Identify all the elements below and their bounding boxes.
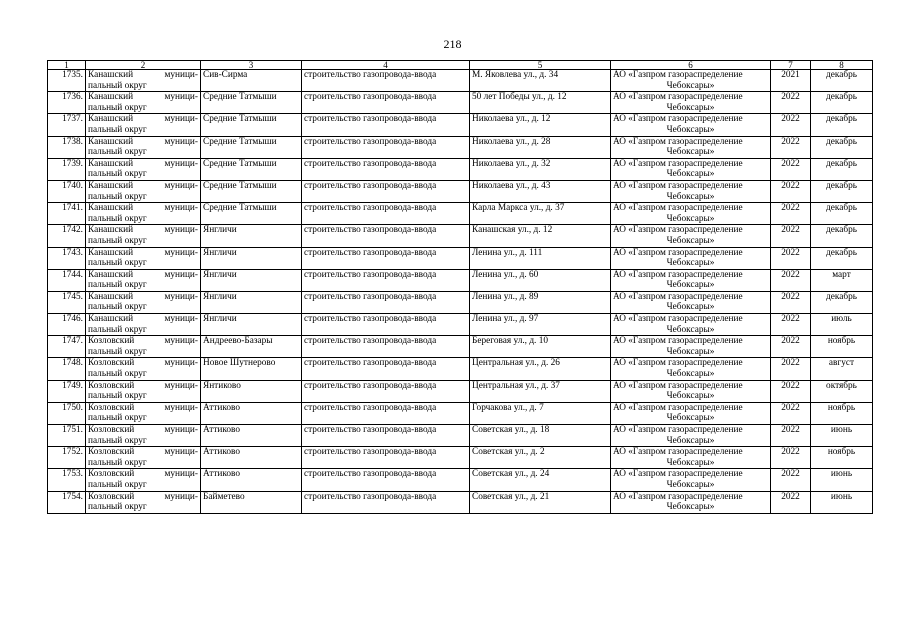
settlement-cell: Новое Шутнерово [201, 358, 302, 380]
address-cell: Николаева ул., д. 43 [470, 180, 611, 202]
settlement-cell: Аттиково [201, 402, 302, 424]
organization-cell [611, 425, 771, 447]
month-cell: ноябрь [811, 336, 873, 358]
district-cell [86, 314, 201, 336]
row-number: 1748. [48, 358, 86, 380]
district-cell [86, 291, 201, 313]
organization-cell [611, 314, 771, 336]
year-cell: 2022 [771, 225, 811, 247]
table-row [48, 203, 873, 225]
district-name: Козловский [88, 380, 135, 391]
work-type-cell: строительство газопровода-ввода [302, 136, 470, 158]
district-word-part: муници- [164, 114, 198, 125]
table-row [48, 114, 873, 136]
organization-city: Чебоксары» [666, 280, 715, 291]
district-name: Козловский [88, 469, 135, 480]
district-word-part: муници- [164, 269, 198, 280]
organization-cell [611, 158, 771, 180]
district-name: Козловский [88, 447, 135, 458]
district-name: Козловский [88, 425, 135, 435]
district-name: Козловский [88, 402, 135, 413]
settlement-cell: Янгличи [201, 225, 302, 247]
row-number: 1743. [48, 247, 86, 269]
month-cell: декабрь [811, 114, 873, 136]
work-type-cell: строительство газопровода-ввода [302, 247, 470, 269]
organization-city: Чебоксары» [666, 258, 715, 269]
column-number: 3 [201, 61, 302, 70]
table-row [48, 358, 873, 380]
organization-name: АО «Газпром газораспределение [613, 269, 743, 280]
year-cell: 2022 [771, 336, 811, 358]
address-cell: Николаева ул., д. 32 [470, 158, 611, 180]
organization-city: Чебоксары» [666, 346, 715, 357]
district-name: Канашский [88, 314, 134, 325]
row-number: 1742. [48, 225, 86, 247]
work-type-cell: строительство газопровода-ввода [302, 92, 470, 114]
year-cell: 2022 [771, 469, 811, 491]
work-type-cell: строительство газопровода-ввода [302, 269, 470, 291]
table-row [48, 469, 873, 491]
work-type-cell: строительство газопровода-ввода [302, 158, 470, 180]
district-word-part: муници- [164, 136, 198, 147]
district-name: Канашский [88, 291, 134, 302]
organization-city: Чебоксары» [666, 391, 715, 402]
district-word-end: пальный округ [88, 80, 147, 91]
gas-pipeline-table [47, 60, 873, 514]
district-cell [86, 225, 201, 247]
district-word-part: муници- [164, 336, 198, 347]
district-name: Козловский [88, 336, 135, 347]
district-word-end: пальный округ [88, 457, 147, 468]
work-type-cell: строительство газопровода-ввода [302, 491, 470, 513]
district-cell [86, 158, 201, 180]
work-type-cell: строительство газопровода-ввода [302, 447, 470, 469]
organization-city: Чебоксары» [666, 235, 715, 246]
district-cell [86, 380, 201, 402]
table-row [48, 314, 873, 336]
organization-name: АО «Газпром газораспределение [613, 425, 743, 435]
settlement-cell: Янтиково [201, 380, 302, 402]
district-cell [86, 180, 201, 202]
year-cell: 2021 [771, 70, 811, 92]
work-type-cell: строительство газопровода-ввода [302, 402, 470, 424]
organization-city: Чебоксары» [666, 80, 715, 91]
district-word-end: пальный округ [88, 213, 147, 224]
organization-city: Чебоксары» [666, 413, 715, 424]
district-word-part: муници- [164, 203, 198, 214]
organization-city: Чебоксары» [666, 435, 715, 446]
organization-cell [611, 269, 771, 291]
district-name: Канашский [88, 180, 134, 191]
address-cell: Ленина ул., д. 60 [470, 269, 611, 291]
row-number: 1740. [48, 180, 86, 202]
page-number: 218 [443, 37, 462, 51]
settlement-cell: Средние Татмыши [201, 114, 302, 136]
work-type-cell: строительство газопровода-ввода [302, 314, 470, 336]
year-cell: 2022 [771, 314, 811, 336]
year-cell: 2022 [771, 447, 811, 469]
district-word-part: муници- [164, 70, 198, 80]
address-cell: Советская ул., д. 18 [470, 425, 611, 447]
district-word-part: муници- [164, 180, 198, 191]
district-word-end: пальный округ [88, 435, 147, 446]
month-cell: декабрь [811, 291, 873, 313]
column-number: 7 [771, 61, 811, 70]
address-cell: Канашская ул., д. 12 [470, 225, 611, 247]
organization-cell [611, 180, 771, 202]
organization-cell [611, 114, 771, 136]
district-cell [86, 269, 201, 291]
work-type-cell: строительство газопровода-ввода [302, 203, 470, 225]
table-row [48, 336, 873, 358]
organization-name: АО «Газпром газораспределение [613, 158, 743, 169]
district-name: Канашский [88, 158, 134, 169]
address-cell: Советская ул., д. 2 [470, 447, 611, 469]
district-word-part: муници- [164, 491, 198, 502]
organization-city: Чебоксары» [666, 302, 715, 313]
month-cell: июнь [811, 425, 873, 447]
row-number: 1735. [48, 70, 86, 92]
organization-name: АО «Газпром газораспределение [613, 92, 743, 103]
work-type-cell: строительство газопровода-ввода [302, 225, 470, 247]
year-cell: 2022 [771, 180, 811, 202]
district-name: Канашский [88, 247, 134, 258]
work-type-cell: строительство газопровода-ввода [302, 358, 470, 380]
work-type-cell: строительство газопровода-ввода [302, 336, 470, 358]
district-word-end: пальный округ [88, 369, 147, 380]
settlement-cell: Янгличи [201, 314, 302, 336]
organization-cell [611, 380, 771, 402]
district-word-part: муници- [164, 380, 198, 391]
district-word-part: муници- [164, 402, 198, 413]
year-cell: 2022 [771, 114, 811, 136]
row-number: 1744. [48, 269, 86, 291]
work-type-cell: строительство газопровода-ввода [302, 425, 470, 447]
organization-city: Чебоксары» [666, 191, 715, 202]
settlement-cell: Аттиково [201, 425, 302, 447]
month-cell: ноябрь [811, 447, 873, 469]
organization-cell [611, 336, 771, 358]
district-word-part: муници- [164, 158, 198, 169]
work-type-cell: строительство газопровода-ввода [302, 380, 470, 402]
organization-city: Чебоксары» [666, 124, 715, 135]
row-number: 1752. [48, 447, 86, 469]
district-word-end: пальный округ [88, 346, 147, 357]
organization-name: АО «Газпром газораспределение [613, 358, 743, 369]
year-cell: 2022 [771, 358, 811, 380]
table-row [48, 225, 873, 247]
row-number: 1737. [48, 114, 86, 136]
organization-city: Чебоксары» [666, 169, 715, 180]
year-cell: 2022 [771, 136, 811, 158]
address-cell: Ленина ул., д. 97 [470, 314, 611, 336]
work-type-cell: строительство газопровода-ввода [302, 180, 470, 202]
column-number-row [48, 61, 873, 70]
settlement-cell: Средние Татмыши [201, 203, 302, 225]
settlement-cell: Аттиково [201, 469, 302, 491]
organization-city: Чебоксары» [666, 457, 715, 468]
district-cell [86, 114, 201, 136]
district-cell [86, 469, 201, 491]
district-word-part: муници- [164, 291, 198, 302]
work-type-cell: строительство газопровода-ввода [302, 469, 470, 491]
district-name: Канашский [88, 114, 134, 125]
settlement-cell: Средние Татмыши [201, 180, 302, 202]
row-number: 1739. [48, 158, 86, 180]
organization-cell [611, 469, 771, 491]
year-cell: 2022 [771, 380, 811, 402]
district-word-end: пальный округ [88, 324, 147, 335]
district-cell [86, 247, 201, 269]
organization-name: АО «Газпром газораспределение [613, 314, 743, 325]
settlement-cell: Янгличи [201, 291, 302, 313]
organization-cell [611, 491, 771, 513]
district-cell [86, 402, 201, 424]
year-cell: 2022 [771, 491, 811, 513]
district-word-part: муници- [164, 247, 198, 258]
year-cell: 2022 [771, 247, 811, 269]
table-row [48, 291, 873, 313]
month-cell: июнь [811, 491, 873, 513]
settlement-cell: Средние Татмыши [201, 158, 302, 180]
work-type-cell: строительство газопровода-ввода [302, 291, 470, 313]
organization-name: АО «Газпром газораспределение [613, 291, 743, 302]
table-row [48, 425, 873, 447]
organization-name: АО «Газпром газораспределение [613, 136, 743, 147]
district-name: Канашский [88, 92, 134, 103]
district-word-end: пальный округ [88, 147, 147, 158]
table-row [48, 70, 873, 92]
organization-name: АО «Газпром газораспределение [613, 447, 743, 458]
organization-name: АО «Газпром газораспределение [613, 491, 743, 502]
organization-name: АО «Газпром газораспределение [613, 402, 743, 413]
address-cell: Николаева ул., д. 28 [470, 136, 611, 158]
settlement-cell: Средние Татмыши [201, 92, 302, 114]
organization-cell [611, 247, 771, 269]
year-cell: 2022 [771, 92, 811, 114]
table-row [48, 447, 873, 469]
row-number: 1738. [48, 136, 86, 158]
table-row [48, 380, 873, 402]
address-cell: 50 лет Победы ул., д. 12 [470, 92, 611, 114]
address-cell: Центральная ул., д. 26 [470, 358, 611, 380]
district-cell [86, 425, 201, 447]
district-name: Канашский [88, 203, 134, 214]
district-cell [86, 447, 201, 469]
district-cell [86, 203, 201, 225]
settlement-cell: Средние Татмыши [201, 136, 302, 158]
district-word-part: муници- [164, 358, 198, 369]
organization-city: Чебоксары» [666, 324, 715, 335]
address-cell: Центральная ул., д. 37 [470, 380, 611, 402]
district-word-part: муници- [164, 447, 198, 458]
table-row [48, 180, 873, 202]
address-cell: М. Яковлева ул., д. 34 [470, 70, 611, 92]
year-cell: 2022 [771, 158, 811, 180]
month-cell: декабрь [811, 136, 873, 158]
district-word-part: муници- [164, 314, 198, 325]
district-name: Козловский [88, 358, 135, 369]
district-word-end: пальный округ [88, 479, 147, 490]
settlement-cell: Андреево-Базары [201, 336, 302, 358]
district-word-part: муници- [164, 425, 198, 435]
organization-city: Чебоксары» [666, 502, 715, 513]
column-number: 2 [86, 61, 201, 70]
organization-cell [611, 136, 771, 158]
district-word-end: пальный округ [88, 124, 147, 135]
organization-name: АО «Газпром газораспределение [613, 114, 743, 125]
table-row [48, 136, 873, 158]
address-cell: Береговая ул., д. 10 [470, 336, 611, 358]
month-cell: август [811, 358, 873, 380]
organization-city: Чебоксары» [666, 102, 715, 113]
district-word-part: муници- [164, 92, 198, 103]
organization-cell [611, 203, 771, 225]
month-cell: декабрь [811, 180, 873, 202]
settlement-cell: Аттиково [201, 447, 302, 469]
settlement-cell: Байметево [201, 491, 302, 513]
month-cell: декабрь [811, 225, 873, 247]
district-name: Канашский [88, 269, 134, 280]
district-word-end: пальный округ [88, 413, 147, 424]
table-row [48, 92, 873, 114]
organization-name: АО «Газпром газораспределение [613, 203, 743, 214]
organization-name: АО «Газпром газораспределение [613, 469, 743, 480]
district-word-end: пальный округ [88, 280, 147, 291]
settlement-cell: Янгличи [201, 269, 302, 291]
address-cell: Николаева ул., д. 12 [470, 114, 611, 136]
settlement-cell: Янгличи [201, 247, 302, 269]
column-number: 1 [48, 61, 86, 70]
month-cell: декабрь [811, 203, 873, 225]
organization-name: АО «Газпром газораспределение [613, 336, 743, 347]
row-number: 1736. [48, 92, 86, 114]
organization-cell [611, 291, 771, 313]
organization-city: Чебоксары» [666, 147, 715, 158]
district-name: Канашский [88, 70, 134, 80]
year-cell: 2022 [771, 291, 811, 313]
month-cell: декабрь [811, 92, 873, 114]
month-cell: октябрь [811, 380, 873, 402]
district-word-end: пальный округ [88, 502, 147, 513]
month-cell: июль [811, 314, 873, 336]
year-cell: 2022 [771, 402, 811, 424]
district-cell [86, 70, 201, 92]
organization-cell [611, 447, 771, 469]
organization-name: АО «Газпром газораспределение [613, 70, 743, 80]
year-cell: 2022 [771, 425, 811, 447]
row-number: 1746. [48, 314, 86, 336]
address-cell: Карла Маркса ул., д. 37 [470, 203, 611, 225]
row-number: 1750. [48, 402, 86, 424]
row-number: 1747. [48, 336, 86, 358]
table-row [48, 247, 873, 269]
district-word-part: муници- [164, 225, 198, 236]
month-cell: ноябрь [811, 402, 873, 424]
column-number: 8 [811, 61, 873, 70]
year-cell: 2022 [771, 203, 811, 225]
district-name: Канашский [88, 136, 134, 147]
address-cell: Ленина ул., д. 89 [470, 291, 611, 313]
district-word-end: пальный округ [88, 191, 147, 202]
organization-cell [611, 358, 771, 380]
address-cell: Советская ул., д. 24 [470, 469, 611, 491]
column-number: 5 [470, 61, 611, 70]
organization-city: Чебоксары» [666, 213, 715, 224]
organization-name: АО «Газпром газораспределение [613, 225, 743, 236]
address-cell: Советская ул., д. 21 [470, 491, 611, 513]
month-cell: декабрь [811, 247, 873, 269]
organization-city: Чебоксары» [666, 479, 715, 490]
year-cell: 2022 [771, 269, 811, 291]
district-word-end: пальный округ [88, 258, 147, 269]
table-row [48, 402, 873, 424]
district-word-end: пальный округ [88, 235, 147, 246]
organization-name: АО «Газпром газораспределение [613, 380, 743, 391]
district-cell [86, 92, 201, 114]
organization-name: АО «Газпром газораспределение [613, 247, 743, 258]
organization-name: АО «Газпром газораспределение [613, 180, 743, 191]
organization-city: Чебоксары» [666, 369, 715, 380]
district-cell [86, 358, 201, 380]
district-name: Козловский [88, 491, 135, 502]
column-number: 4 [302, 61, 470, 70]
table-row [48, 269, 873, 291]
month-cell: июнь [811, 469, 873, 491]
address-cell: Ленина ул., д. 111 [470, 247, 611, 269]
district-name: Канашский [88, 225, 134, 236]
month-cell: март [811, 269, 873, 291]
address-cell: Горчакова ул., д. 7 [470, 402, 611, 424]
district-word-end: пальный округ [88, 169, 147, 180]
district-word-part: муници- [164, 469, 198, 480]
organization-cell [611, 92, 771, 114]
month-cell: декабрь [811, 158, 873, 180]
organization-cell [611, 225, 771, 247]
row-number: 1741. [48, 203, 86, 225]
row-number: 1745. [48, 291, 86, 313]
row-number: 1749. [48, 380, 86, 402]
district-cell [86, 491, 201, 513]
district-word-end: пальный округ [88, 302, 147, 313]
settlement-cell: Сив-Сирма [201, 70, 302, 92]
district-cell [86, 136, 201, 158]
column-number: 6 [611, 61, 771, 70]
row-number: 1754. [48, 491, 86, 513]
row-number: 1751. [48, 425, 86, 447]
district-word-end: пальный округ [88, 391, 147, 402]
month-cell: декабрь [811, 70, 873, 92]
organization-cell [611, 402, 771, 424]
work-type-cell: строительство газопровода-ввода [302, 70, 470, 92]
district-cell [86, 336, 201, 358]
organization-cell [611, 70, 771, 92]
table-row [48, 491, 873, 513]
table-row [48, 158, 873, 180]
district-word-end: пальный округ [88, 102, 147, 113]
work-type-cell: строительство газопровода-ввода [302, 114, 470, 136]
row-number: 1753. [48, 469, 86, 491]
